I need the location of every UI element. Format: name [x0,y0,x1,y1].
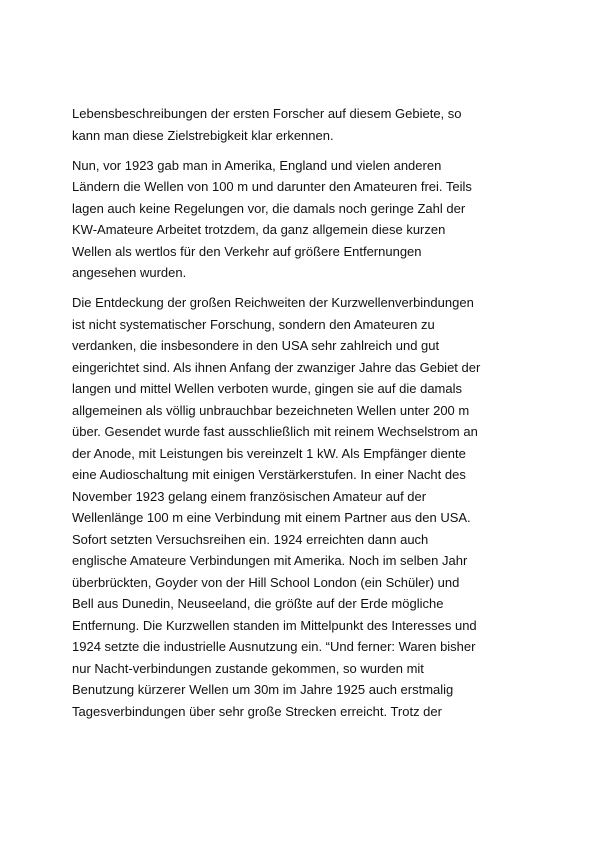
text-line: eingerichtet sind. Als ihnen Anfang der zwanziger Jahre das Gebiet der [72,359,481,375]
text-line: nur Nacht-verbindungen zustande gekommen, so wurden mit [72,660,424,676]
text-line: angesehen wurden. [72,265,187,280]
text-line: November 1923 gelang einem französischen Amateur auf der [72,488,427,504]
text-line: Entfernung. Die Kurzwellen standen im Mittelpunkt des Interesses und [72,617,477,633]
body-text [72,103,534,731]
text-line: über. Gesendet wurde fast ausschließlich mit reinem Wechselstrom an [72,424,478,439]
text-line: lagen auch keine Regelungen vor, die damals noch geringe Zahl der [72,200,466,216]
paragraph-2 [72,155,534,284]
text-line: allgemeinen als völlig unbrauchbar bezeichneten Wellen unter 200 m [72,402,470,418]
text-line: Tagesverbindungen über sehr große Strecken erreicht. Trotz der [72,703,442,719]
text-line: der Anode, mit Leistungen bis vereinzelt 1 kW. Als Empfänger diente [72,445,466,461]
text-line: Bell aus Dunedin, Neuseeland, die größte auf der Erde mögliche [72,596,444,611]
text-line: englische Amateure Verbindungen mit Amerika. Noch im selben Jahr [72,553,468,568]
text-line: kann man diese Zielstrebigkeit klar erkennen. [72,127,334,143]
text-line: Ländern die Wellen von 100 m und darunter den Amateuren frei. Teils [72,179,472,194]
text-line: Lebensbeschreibungen der ersten Forscher auf diesem Gebiete, so [72,106,462,121]
paragraph-1 [72,103,534,146]
text-line: eine Audioschaltung mit einigen Verstärkerstufen. In einer Nacht des [72,467,466,482]
text-line: verdanken, die insbesondere in den USA sehr zahlreich und gut [72,338,440,353]
text-line: überbrückten, Goyder von der Hill School London (ein Schüler) und [72,574,460,590]
text-line: Nun, vor 1923 gab man in Amerika, England und vielen anderen [72,157,442,173]
text-line: Benutzung kürzerer Wellen um 30m im Jahre 1925 auch erstmalig [72,682,454,697]
text-line: ist nicht systematischer Forschung, sondern den Amateuren zu [72,316,435,332]
text-line: langen und mittel Wellen verboten wurde, gingen sie auf die damals [72,381,462,396]
paragraph-3 [72,292,534,722]
text-line: Die Entdeckung der großen Reichweiten der Kurzwellenverbindungen [72,295,474,310]
text-line: Wellenlänge 100 m eine Verbindung mit einem Partner aus den USA. [72,510,471,525]
text-line: 1924 setzte die industrielle Ausnutzung ein. “Und ferner: Waren bisher [72,639,476,654]
text-line: Wellen als wertlos für den Verkehr auf größere Entfernungen [72,243,422,259]
text-line: KW-Amateure Arbeitet trotzdem, da ganz allgemein diese kurzen [72,222,446,237]
text-line: Sofort setzten Versuchsreihen ein. 1924 erreichten dann auch [72,531,429,547]
